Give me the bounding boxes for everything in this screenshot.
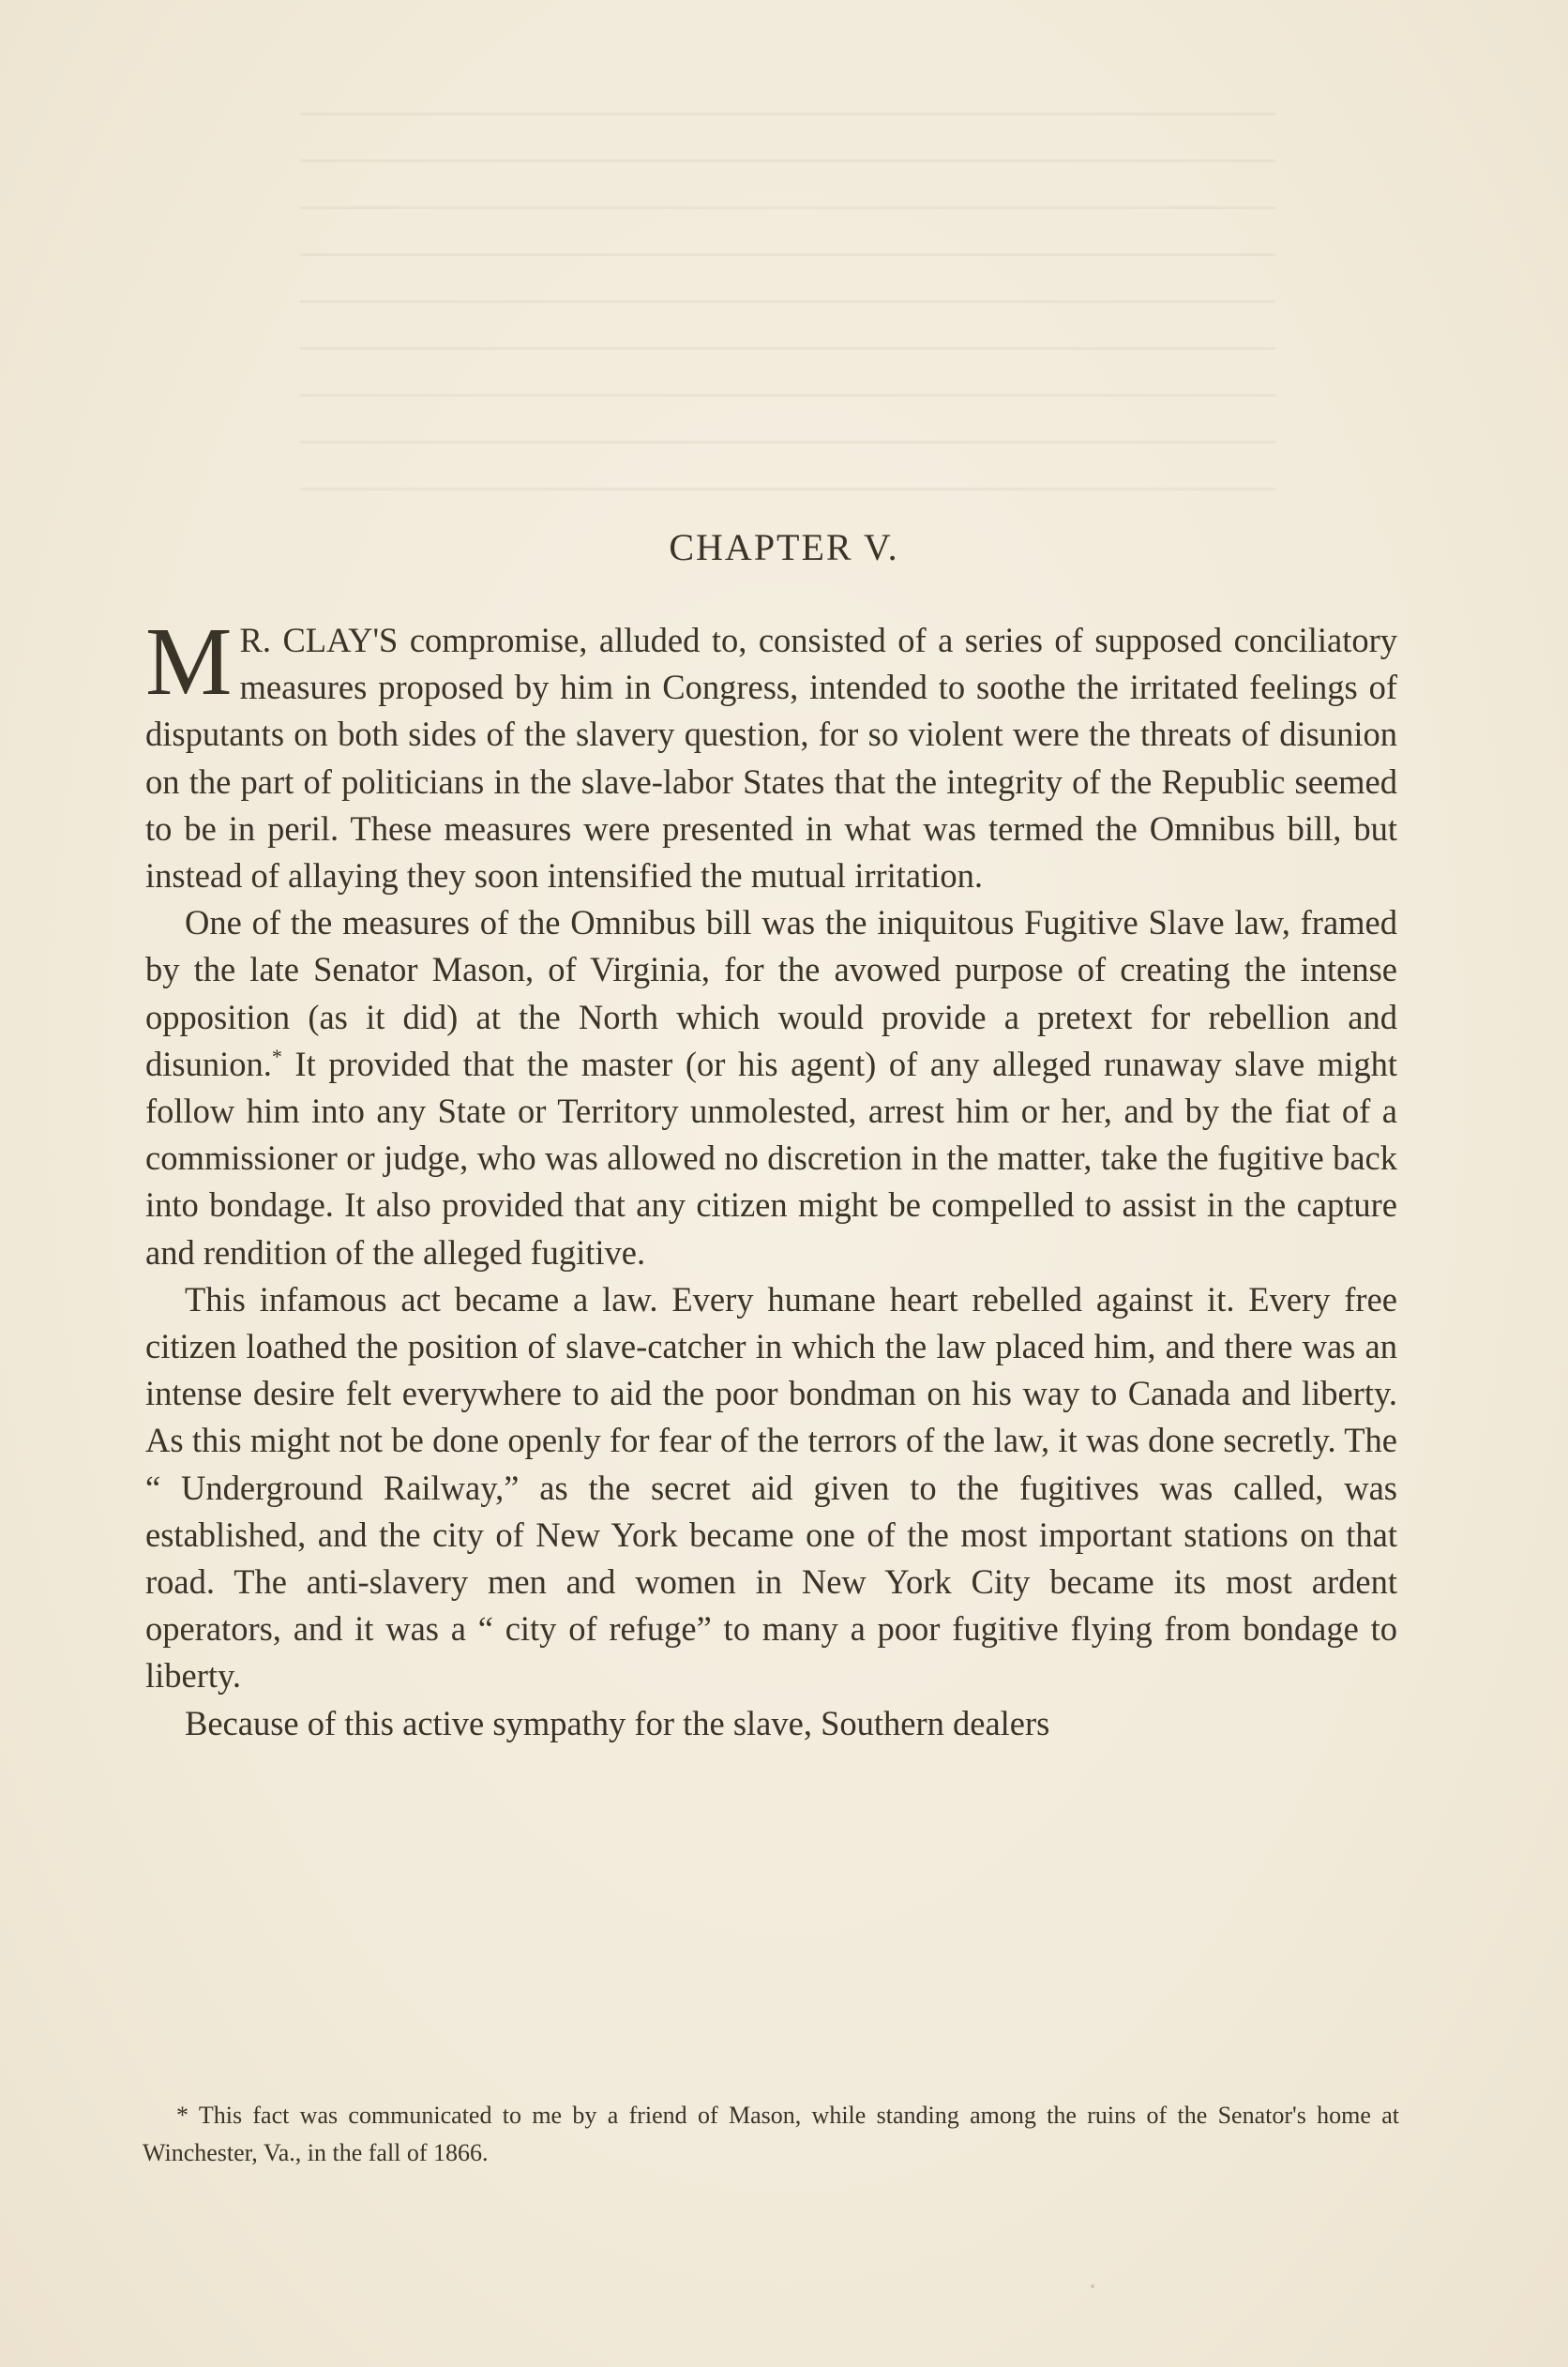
paragraph-1-text: R. CLAY'S compromise, alluded to, consisted of a series of supposed conciliatory measures proposed by him in Congress, intended to soothe the irritated feelings of disputants on both sides of the slavery question, for so violent were the threats of disunion on the part of politicians in the slave-labor States that the integrity of the Republic seemed to be in peril. These measures were presented in what was termed the Omnibus bill, but instead of allaying they soon intensified the mutual irritation. — [145, 621, 1397, 896]
drop-cap: M — [145, 608, 233, 716]
paper-speck — [1091, 2284, 1094, 2288]
footnote-reference: * — [271, 1044, 282, 1068]
footnote: * This fact was communicated to me by a friend of Mason, while standing among the ruins of the Senator's home at Winchester, Va., in the fall of 1866. — [143, 2102, 1399, 2166]
body-text — [145, 608, 1397, 1747]
chapter-heading: CHAPTER V. — [669, 526, 899, 568]
paragraph-1 — [145, 608, 1397, 899]
paragraph-2-text-before: One of the measures of the Omnibus bill was the iniquitous Fugitive Slave law, framed by the late Senator Mason, of Virginia, for the avowed purpose of creating the intense opposition (as it did) at the North which would provide a pretext for rebellion and disunion. — [145, 903, 1397, 1083]
paragraph-2-text-after: It provided that the master (or his agent) of any alleged runaway slave might follow him into any State or Territory unmolested, arrest him or her, and by the fiat of a commissioner or judge, who was allowed no discretion in the matter, take the fugitive back into bondage. It also provided that any citizen might be compelled to assist in the capture and rendition of the alleged fugitive. — [145, 1044, 1397, 1272]
show-through-text — [300, 113, 1275, 506]
paragraph-2 — [145, 899, 1397, 1276]
paragraph-4: Because of this active sympathy for the slave, Southern dealers — [185, 1703, 1050, 1742]
paragraph-3: This infamous act became a law. Every humane heart rebelled against it. Every free citizen loathed the position of slave-catcher in which the law placed him, and there was an intense desire felt everywhere to aid the poor bondman on his way to Canada and liberty. As this might not be done openly for fear of the terrors of the law, it was done secretly. The “ Underground Railway,” as the secret aid given to the fugitives was called, was established, and the city of New York became one of the most important stations on that road. The anti-slavery men and women in New York City became its most ardent operators, and it was a “ city of refuge” to many a poor fugitive flying from bondage to liberty. — [145, 1279, 1397, 1696]
